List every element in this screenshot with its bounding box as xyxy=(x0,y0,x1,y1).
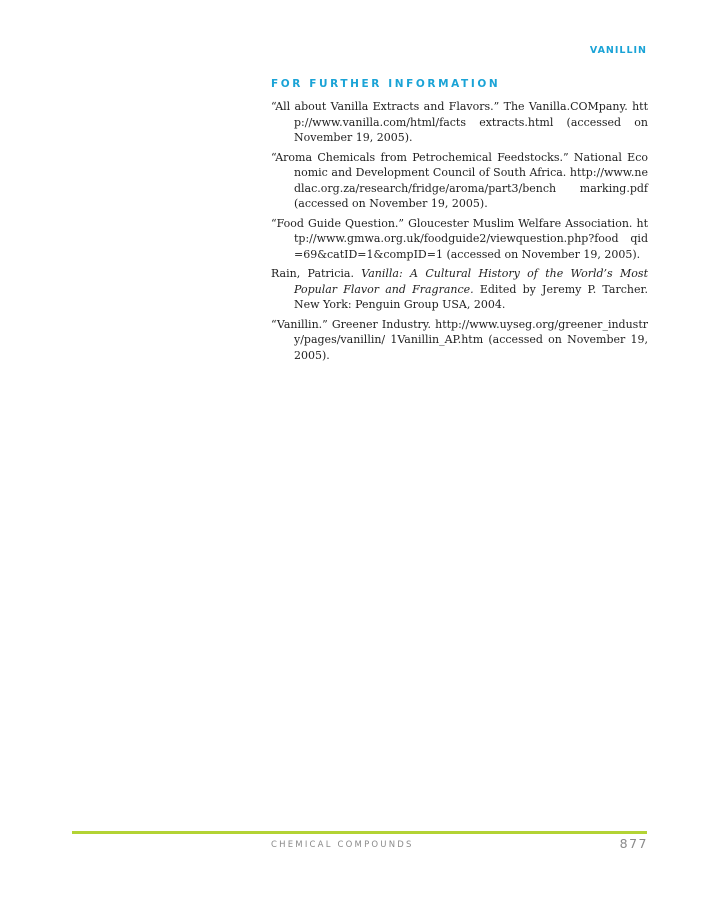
reference-item xyxy=(271,266,648,313)
reference-access-note: (accessed on November 19, 2005). xyxy=(294,197,488,210)
section-heading: FOR FURTHER INFORMATION xyxy=(271,78,501,90)
running-head: VANILLIN xyxy=(589,45,647,56)
reference-access-note: (accessed on November 19, 2005). xyxy=(294,115,648,144)
reference-item xyxy=(271,150,648,212)
reference-url[interactable]: http://www.gmwa.org.uk/foodguide2/viewquestion.php?food qid=69&catID=1&compID=1 xyxy=(294,216,648,261)
reference-url[interactable]: http://www.nedlac.org.za/research/fridge/aroma/part3/bench marking.pdf xyxy=(294,166,648,195)
reference-text: “All about Vanilla Extracts and Flavors.” The Vanilla.COMpany. xyxy=(271,100,633,113)
footer-rule xyxy=(72,831,647,834)
further-information-section xyxy=(271,78,648,367)
reference-text: “Aroma Chemicals from Petrochemical Feedstocks.” National Eco nomic and Development Council of South Africa. xyxy=(271,150,648,179)
footer-book-title: CHEMICAL COMPOUNDS xyxy=(271,840,414,850)
reference-url[interactable]: http://www.vanilla.com/html/facts extracts.html xyxy=(294,100,648,129)
reference-item xyxy=(271,99,648,146)
reference-url[interactable]: http://www.uyseg.org/greener_industry/pages/vanillin/ 1Vanillin_AP.htm xyxy=(294,317,648,346)
reference-list xyxy=(271,99,648,363)
reference-book-title: Vanilla: A Cultural History of the World’s Most Popular Flavor and Fragrance. xyxy=(294,267,648,296)
reference-item xyxy=(271,216,648,263)
reference-item xyxy=(271,317,648,364)
reference-access-note: (accessed on November 19, 2005). xyxy=(294,333,649,362)
reference-text: Rain, Patricia. xyxy=(271,267,362,280)
reference-text: “Food Guide Question.” Gloucester Muslim Welfare Association. xyxy=(271,216,637,230)
reference-text: “Vanillin.” Greener Industry. xyxy=(271,317,436,331)
reference-publication-note: Edited by Jeremy P. Tarcher. New York: Penguin Group USA, 2004. xyxy=(294,282,649,311)
page-number: 877 xyxy=(619,836,648,851)
reference-access-note: (accessed on November 19, 2005). xyxy=(442,247,641,261)
